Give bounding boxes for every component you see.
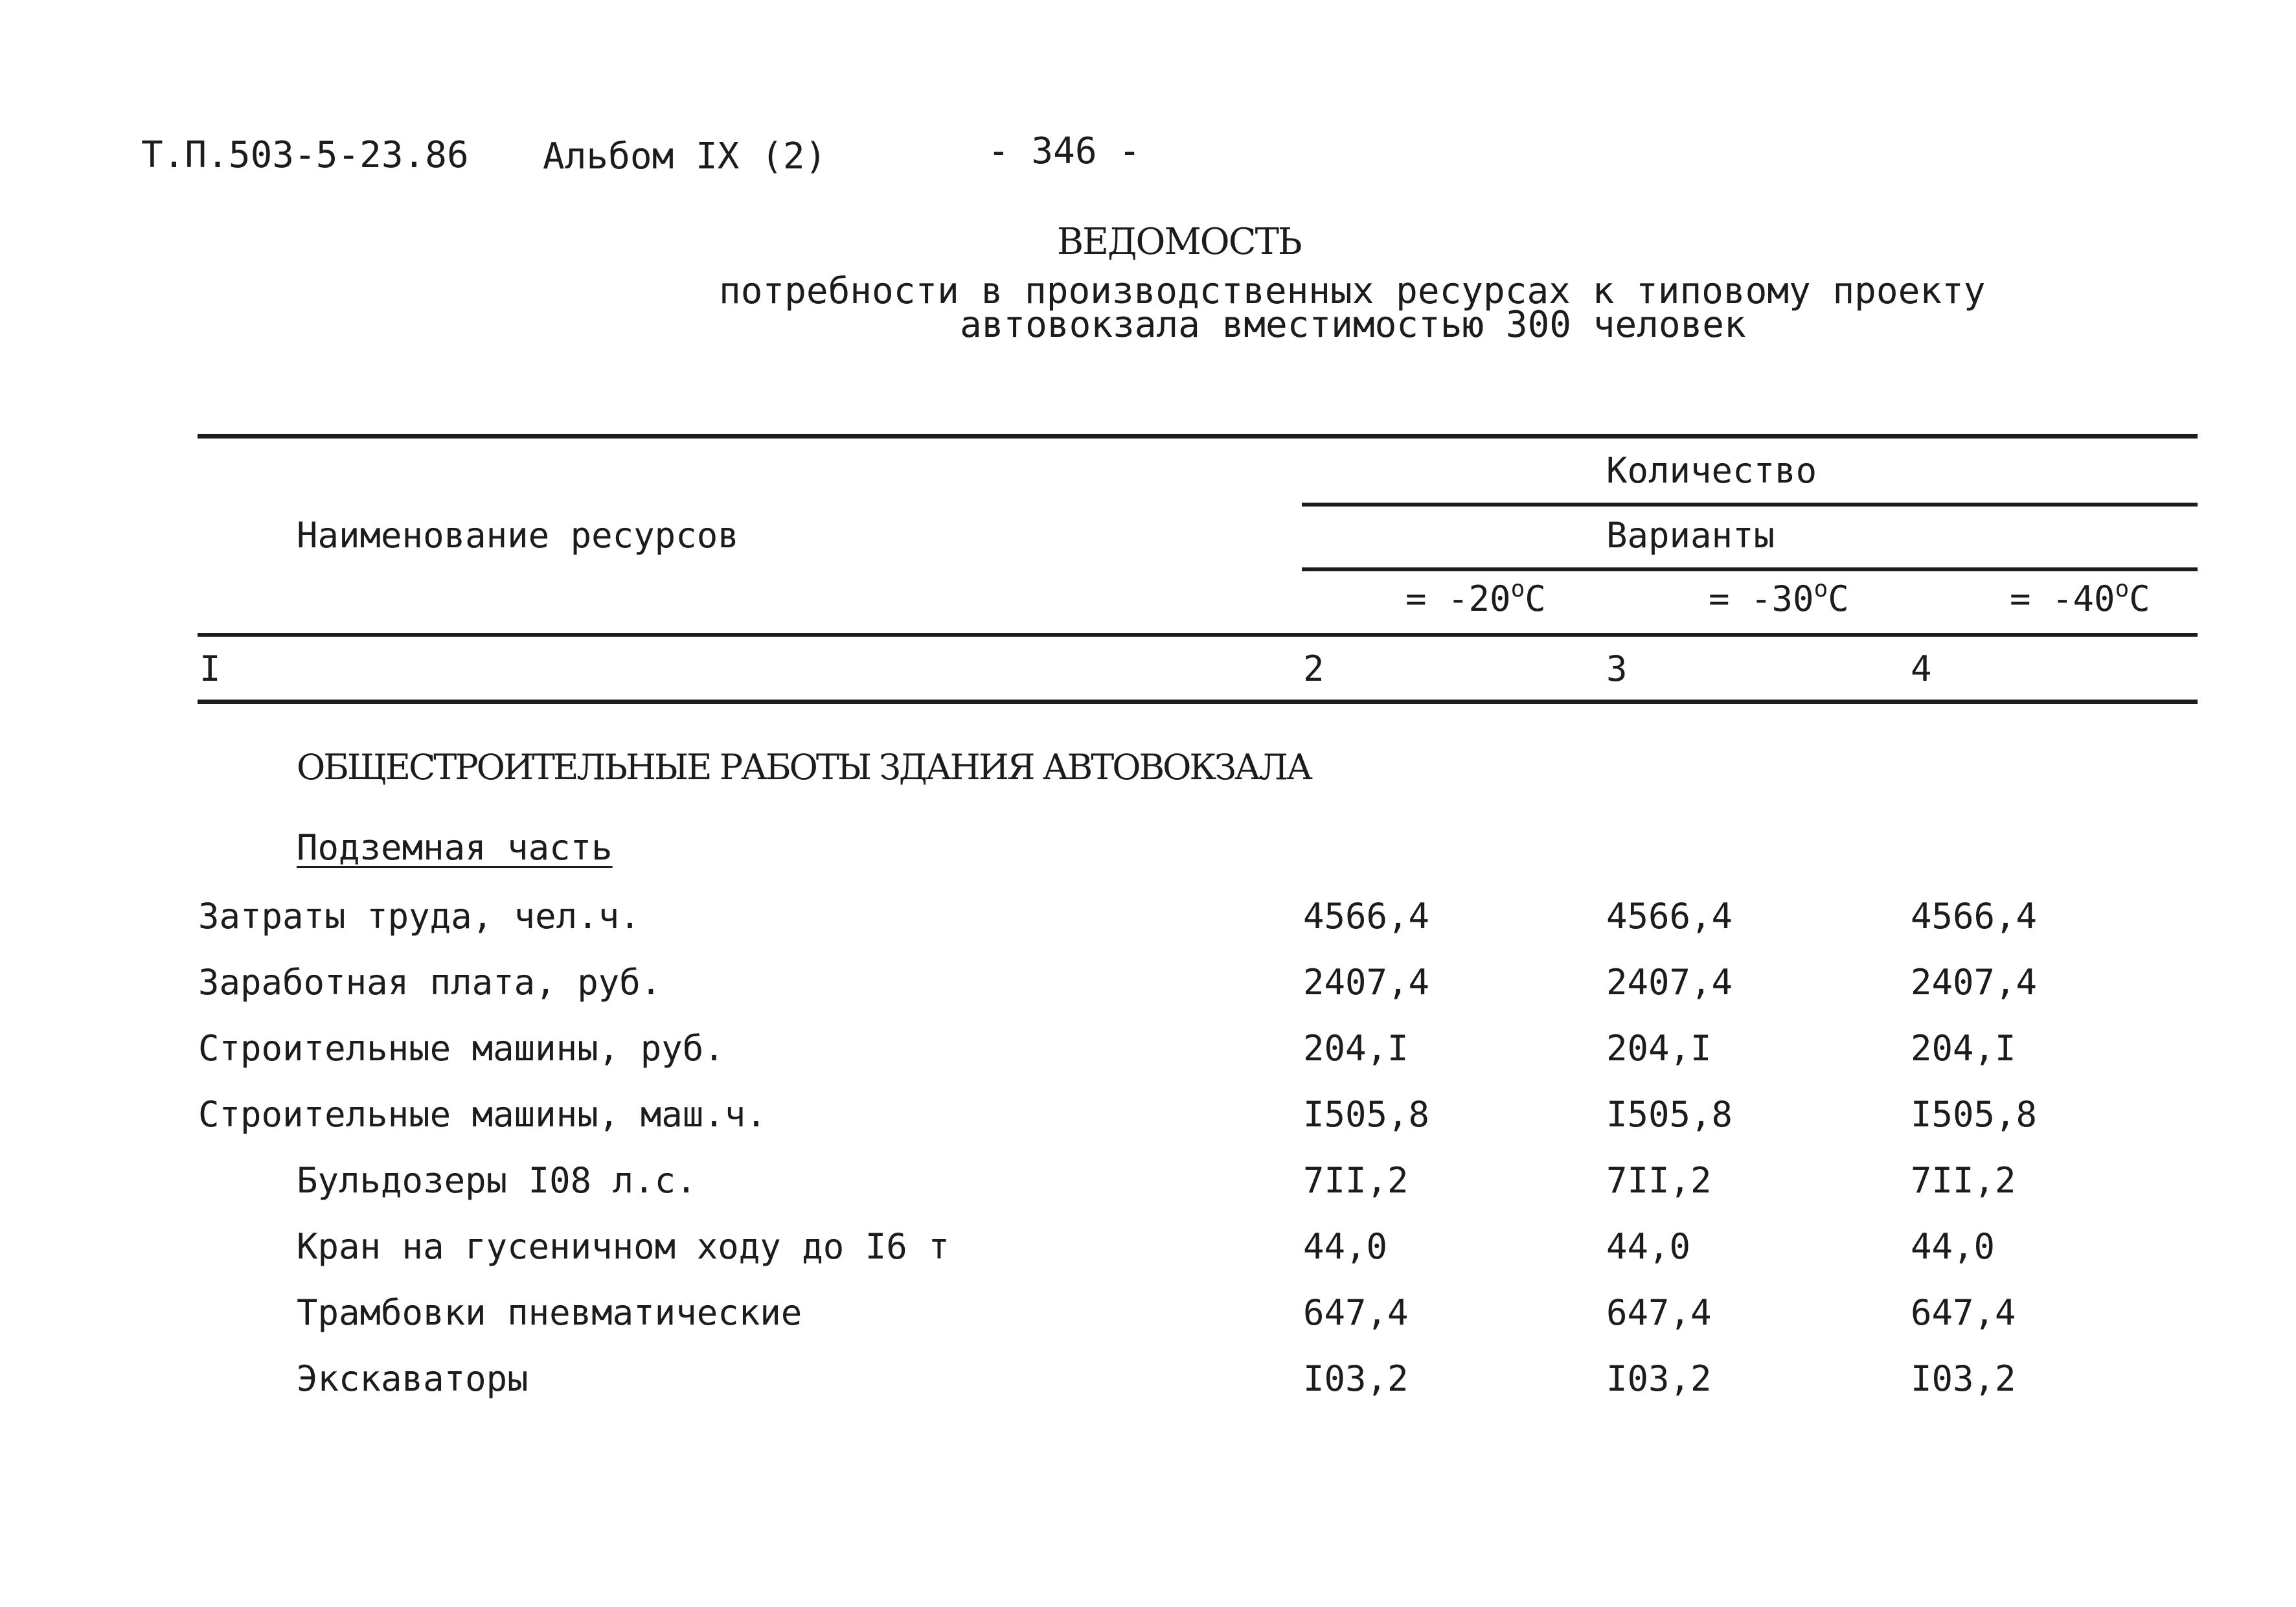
row-value-variant-1: I03,2 [1303,1358,1409,1399]
degree-symbol: o [1510,576,1525,602]
document-subtitle-line2: автовокзала вместимостью 300 человек [960,304,1746,346]
column-number-rule [198,700,2198,704]
row-name: Строительные машины, руб. [198,1028,725,1069]
document-title: ВЕДОМОСТЬ [1057,221,1301,263]
column-header-variants: Варианты [1606,515,1775,556]
variant-prefix: = [2010,578,2052,619]
row-value-variant-3: 647,4 [1911,1292,2016,1333]
row-name: Экскаваторы [297,1358,529,1399]
page-number: - 346 - [988,130,1141,172]
variant-prefix: = [1405,578,1448,619]
row-name: Бульдозеры I08 л.с. [297,1160,697,1201]
variant-unit: C [1828,578,1849,619]
row-value-variant-3: I505,8 [1911,1094,2038,1135]
row-value-variant-2: I03,2 [1606,1358,1712,1399]
row-name: Заработная плата, руб. [198,962,662,1003]
subsection-title: Подземная часть [297,827,613,868]
row-value-variant-3: 2407,4 [1911,962,2038,1003]
column-number-4: 4 [1911,648,1932,689]
variant-header-3 [2010,576,2150,619]
degree-symbol: o [1813,576,1828,602]
variant-header-1 [1405,576,1546,619]
row-value-variant-1: I505,8 [1303,1094,1430,1135]
document-subtitle-line1: потребности в производственных ресурсах к типовому проекту [719,270,1986,312]
row-name: Строительные машины, маш.ч. [198,1094,767,1135]
row-value-variant-2: 7II,2 [1606,1160,1712,1201]
document-code: Т.П.503-5-23.86 [141,134,469,176]
row-value-variant-2: 647,4 [1606,1292,1712,1333]
row-value-variant-3: 4566,4 [1911,896,2038,937]
degree-symbol: o [2115,576,2130,602]
row-value-variant-2: 204,I [1606,1028,1712,1069]
row-value-variant-1: 204,I [1303,1028,1409,1069]
column-number-2: 2 [1303,648,1324,689]
header-bottom-rule [198,633,2198,637]
album-label: Альбом IX (2) [543,135,827,177]
row-value-variant-1: 4566,4 [1303,896,1430,937]
variant-prefix: = [1709,578,1751,619]
variant-unit: C [2129,578,2150,619]
row-name: Кран на гусеничном ходу до I6 т [297,1226,949,1267]
quantity-rule [1302,503,2198,507]
row-value-variant-3: 7II,2 [1911,1160,2016,1201]
row-value-variant-3: 204,I [1911,1028,2016,1069]
row-value-variant-1: 647,4 [1303,1292,1409,1333]
variant-value: -20 [1448,578,1511,619]
variant-value: -30 [1751,578,1814,619]
column-header-resource-name: Наименование ресурсов [297,515,739,556]
column-header-quantity: Количество [1606,450,1817,491]
row-value-variant-2: 4566,4 [1606,896,1733,937]
variant-unit: C [1525,578,1546,619]
row-value-variant-1: 44,0 [1303,1226,1388,1267]
row-name: Трамбовки пневматические [297,1292,802,1333]
row-value-variant-3: 44,0 [1911,1226,1995,1267]
column-number-3: 3 [1606,648,1628,689]
row-value-variant-2: I505,8 [1606,1094,1733,1135]
variants-rule [1302,567,2198,571]
row-value-variant-2: 44,0 [1606,1226,1691,1267]
variant-header-2 [1709,576,1849,619]
row-name: Затраты труда, чел.ч. [198,896,641,937]
section-title: ОБЩЕСТРОИТЕЛЬНЫЕ РАБОТЫ ЗДАНИЯ АВТОВОКЗАЛА [297,747,1311,788]
row-value-variant-1: 7II,2 [1303,1160,1409,1201]
column-number-1: I [199,648,221,689]
row-value-variant-1: 2407,4 [1303,962,1430,1003]
variant-value: -40 [2052,578,2115,619]
row-value-variant-2: 2407,4 [1606,962,1733,1003]
row-value-variant-3: I03,2 [1911,1358,2016,1399]
table-top-rule [198,434,2198,439]
